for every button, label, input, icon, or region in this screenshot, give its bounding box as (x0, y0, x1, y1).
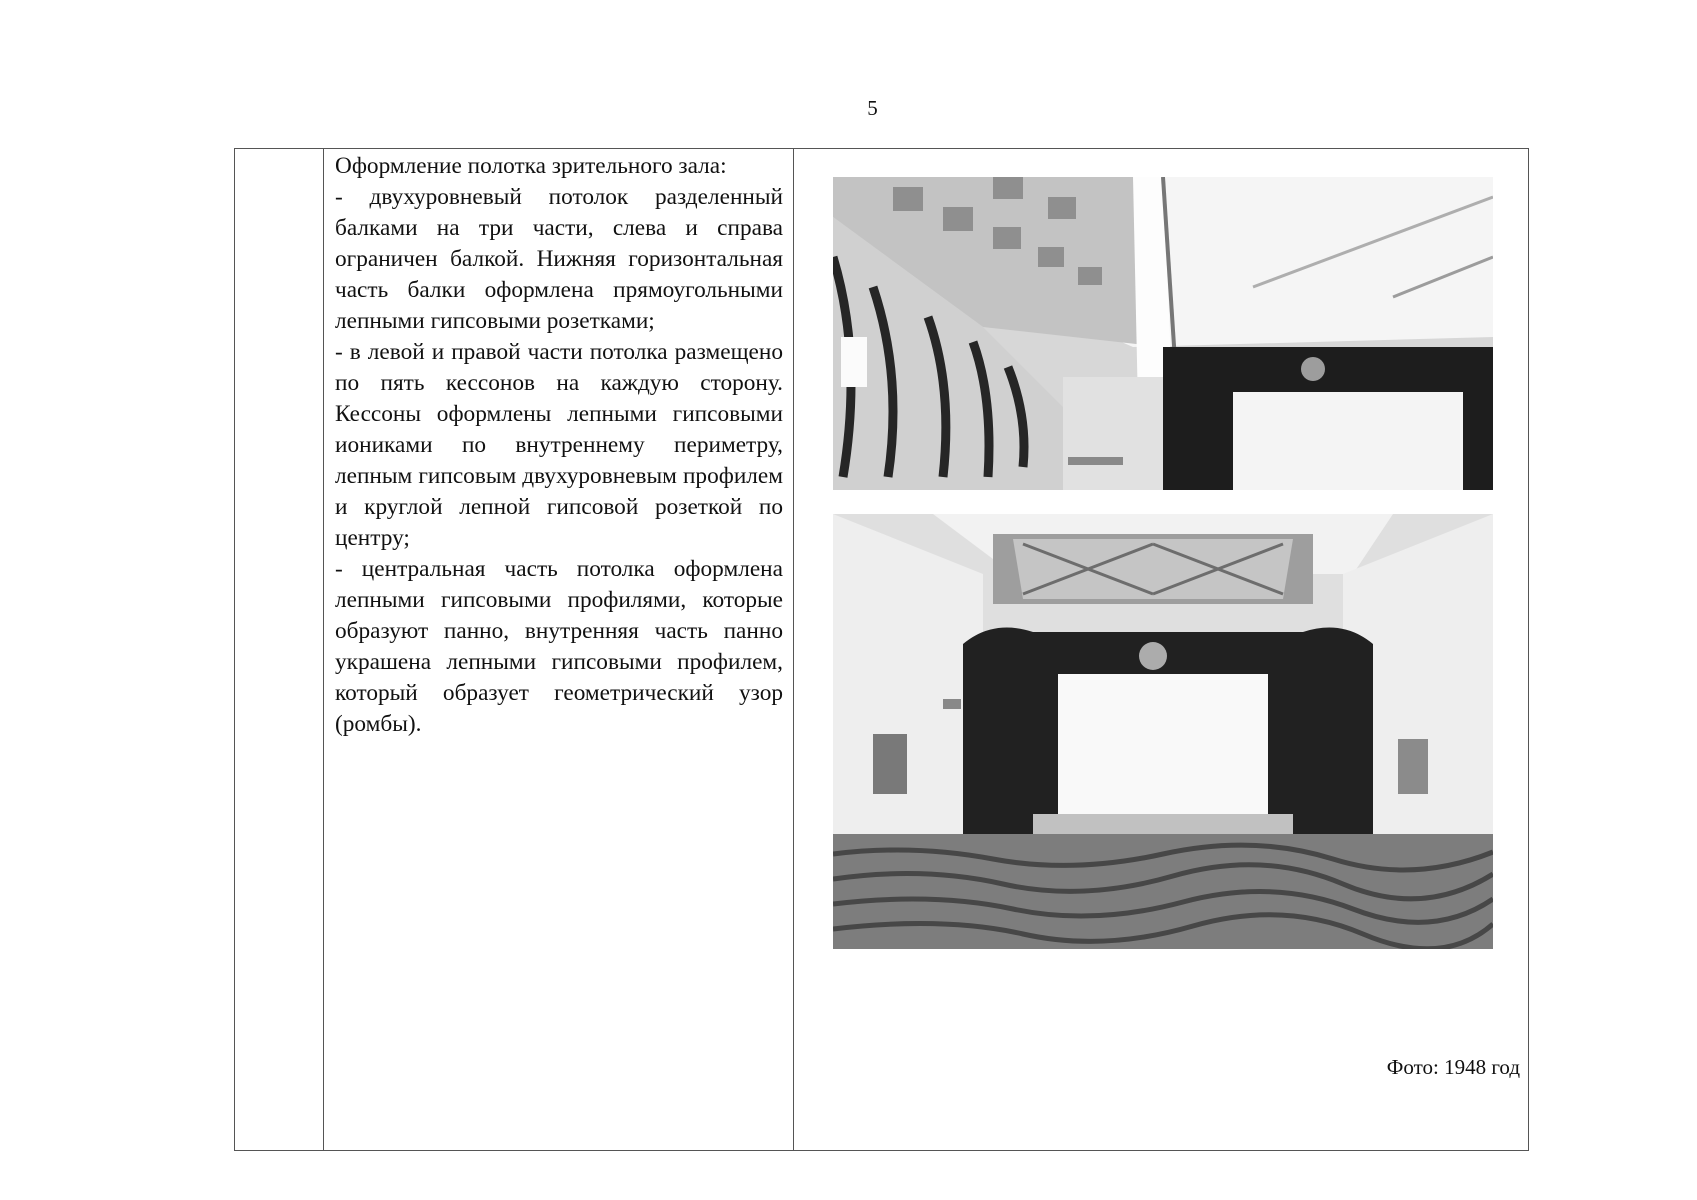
heritage-table (234, 148, 1529, 1151)
ceiling-description (335, 151, 783, 740)
photo-caption: Фото: 1948 год (1386, 1055, 1520, 1079)
description-paragraph: - двухуровневый потолок разделенный балками на три части, слева и справа ограничен балкой. Нижняя горизонтальная часть балки оформлена прямоугольными лепными гипсовыми розетками; (335, 184, 783, 334)
column-divider (793, 149, 794, 1150)
description-paragraph: - центральная часть потолка оформлена лепными гипсовыми профилями, которые образуют панно, внутренняя часть панно украшена лепными гипсовыми профилем, который образует геометрический узор (ромбы). (335, 556, 783, 737)
description-paragraph: Оформление полотка зрительного зала: (335, 153, 727, 179)
page-number: 5 (867, 96, 878, 120)
column-divider (323, 149, 324, 1150)
auditorium-photo (833, 514, 1493, 949)
description-paragraph: - в левой и правой части потолка размещено по пять кессонов на каждую сторону. Кессоны оформлены лепными гипсовыми иониками по внутреннему периметру, лепным гипсовым двухуровневым профилем и круглой лепной гипсовой розеткой по центру; (335, 339, 783, 551)
ceiling-photo (833, 177, 1493, 490)
